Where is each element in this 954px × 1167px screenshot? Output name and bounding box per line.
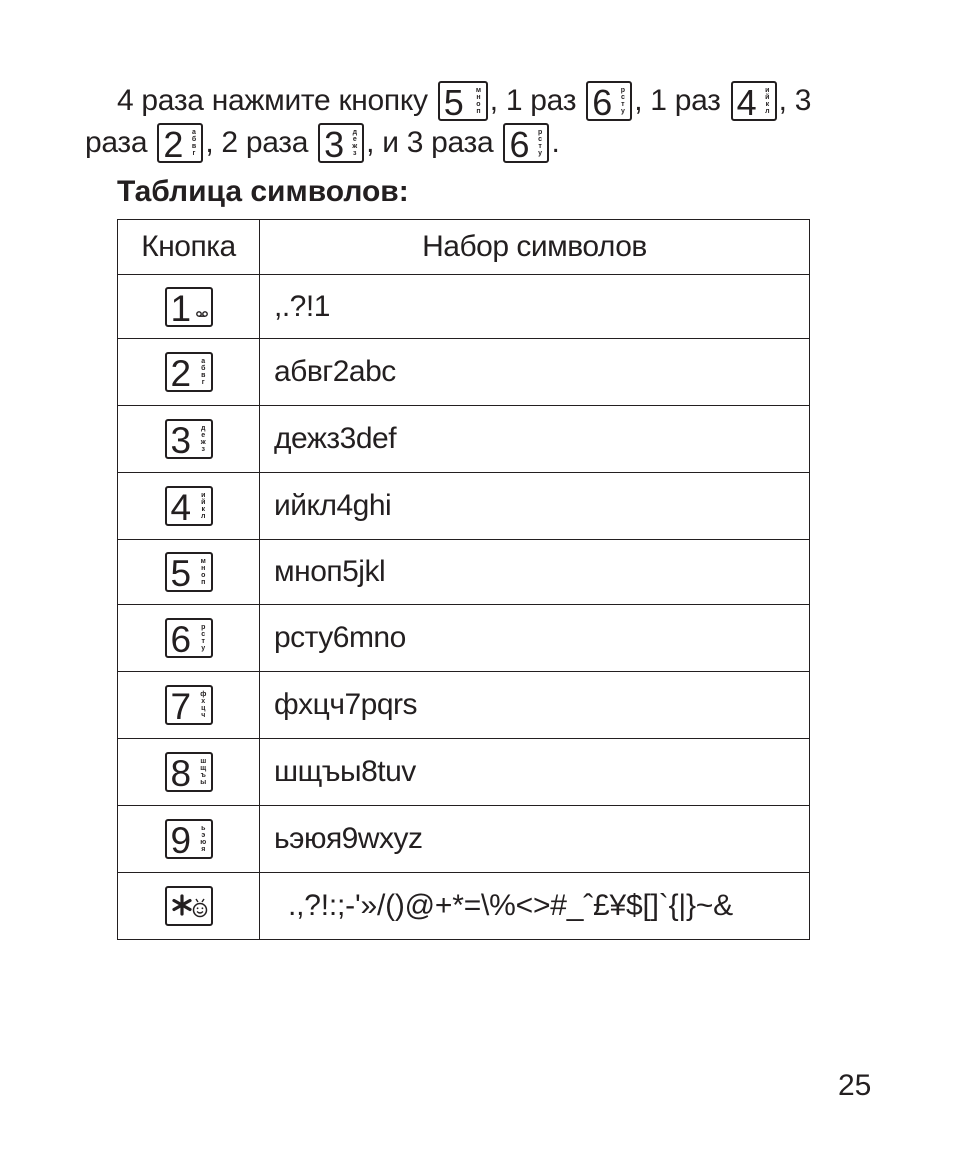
key-6-icon: 6 р с т у [586, 81, 632, 121]
key-4-icon: 4 и й к л [731, 81, 777, 121]
table-row [118, 873, 810, 940]
charset-cell: абвг2abc [260, 339, 810, 406]
key-1-icon: 1 [165, 287, 213, 327]
table-header-row [118, 220, 810, 275]
key-cell [118, 605, 260, 672]
key-2-icon: 2 а б в г [165, 352, 213, 392]
column-header-button: Кнопка [118, 220, 260, 275]
symbol-table [117, 219, 810, 940]
charset-cell: ийкл4ghi [260, 473, 810, 540]
key-cell [118, 672, 260, 739]
instruction-text: раза [85, 126, 148, 160]
column-header-charset: Набор символов [260, 220, 810, 275]
key-6-icon: 6 р с т у [165, 618, 213, 658]
instruction-line-2 [85, 122, 560, 166]
key-cell [118, 540, 260, 605]
key-3-icon: 3 д е ж з [318, 123, 364, 163]
key-3-icon: 3 д е ж з [165, 419, 213, 459]
key-2-icon: 2 а б в г [157, 123, 203, 163]
table-row [118, 672, 810, 739]
asterisk-icon [171, 894, 193, 916]
key-cell [118, 339, 260, 406]
instruction-text: , 2 раза [205, 126, 309, 160]
instruction-text: , 1 раз [489, 84, 577, 118]
table-row [118, 739, 810, 806]
key-cell [118, 739, 260, 806]
instruction-text: , 3 [778, 84, 812, 118]
charset-cell: фхцч7pqrs [260, 672, 810, 739]
table-row [118, 540, 810, 605]
instruction-text: , 1 раз [634, 84, 721, 118]
charset-cell: ,.?!1 [260, 275, 810, 339]
key-7-icon: 7 ф х ц ч [165, 685, 213, 725]
key-cell [118, 275, 260, 339]
instruction-text: . [551, 126, 560, 160]
table-row [118, 806, 810, 873]
charset-cell: ьэюя9wxyz [260, 806, 810, 873]
charset-cell: мноп5jkl [260, 540, 810, 605]
table-row [118, 473, 810, 540]
smiley-icon [192, 895, 208, 919]
key-5-icon: 5 м н о п [165, 552, 213, 592]
key-cell [118, 806, 260, 873]
charset-cell: рсту6mno [260, 605, 810, 672]
key-4-icon: 4 и й к л [165, 486, 213, 526]
key-cell [118, 406, 260, 473]
charset-cell: .,?!:;-'»/()@+*=\%<>#_ˆ£¥$[]`{|}~& [260, 873, 810, 940]
key-9-icon: 9 ь э ю я [165, 819, 213, 859]
table-row [118, 406, 810, 473]
table-row [118, 275, 810, 339]
page-number: 25 [838, 1069, 872, 1102]
key-cell [118, 473, 260, 540]
charset-cell: шщъы8tuv [260, 739, 810, 806]
key-star-icon [165, 886, 213, 926]
instruction-text: , и 3 раза [366, 126, 494, 160]
key-6-icon: 6 р с т у [503, 123, 549, 163]
table-row [118, 339, 810, 406]
charset-cell: дежз3def [260, 406, 810, 473]
table-heading: Таблица символов: [117, 175, 409, 208]
instruction-text: 4 раза нажмите кнопку [117, 84, 428, 118]
table-row [118, 605, 810, 672]
key-5-icon: 5 м н о п [438, 81, 488, 121]
key-8-icon: 8 ш щ ъ ы [165, 752, 213, 792]
key-cell [118, 873, 260, 940]
instruction-line-1 [117, 80, 812, 124]
